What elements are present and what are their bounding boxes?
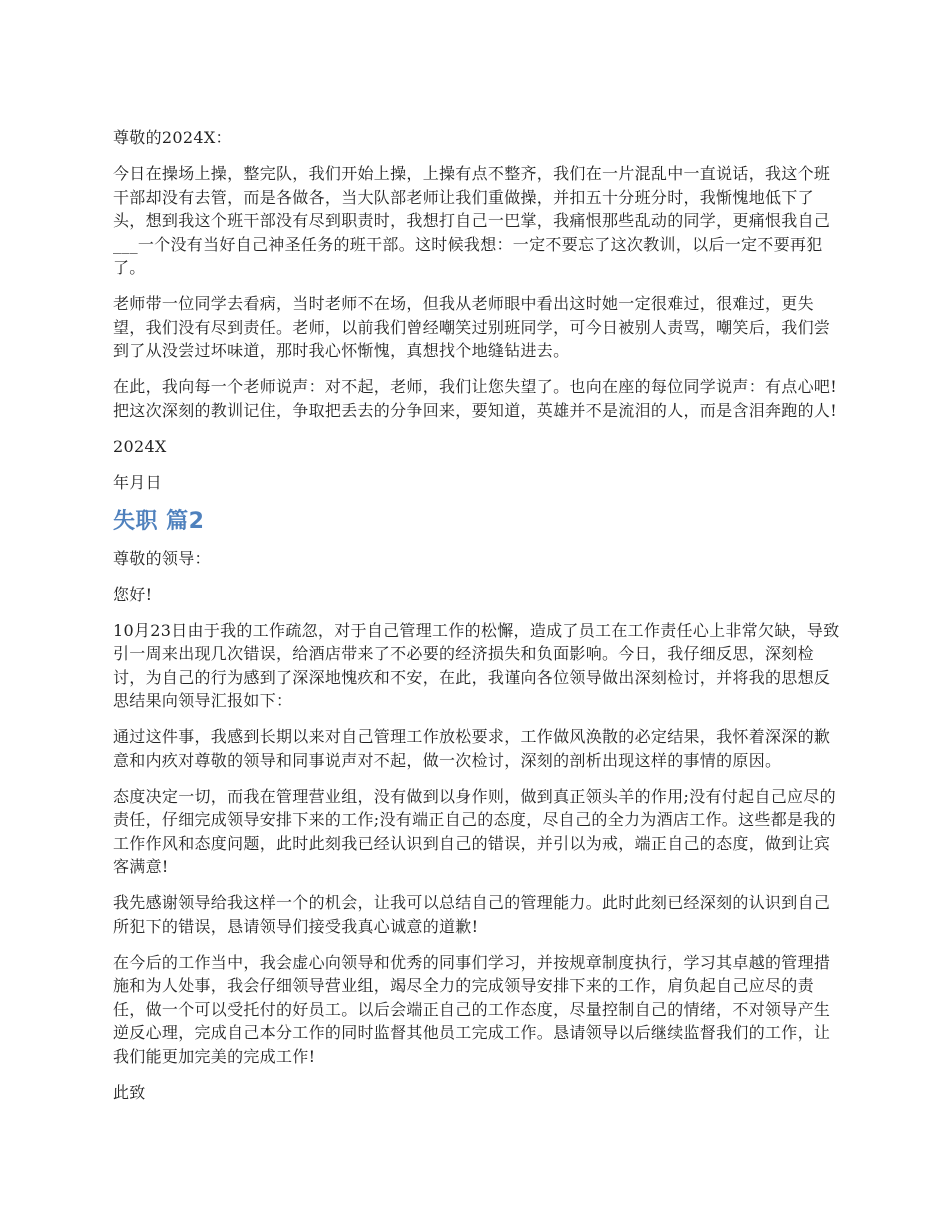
section-heading: 失职 篇2 bbox=[113, 508, 205, 534]
document-page bbox=[113, 126, 840, 1117]
body-paragraph: 老师带一位同学去看病，当时老师不在场，但我从老师眼中看出这时她一定很难过，很难过，更失望，我们没有尽到责任。老师，以前我们曾经嘲笑过别班同学，可今日被别人责骂，嘲笑后，我们尝到了从没尝过坏味道，那时我心怀惭愧，真想找个地缝钻进去。 bbox=[113, 294, 831, 360]
body-paragraph: 今日在操场上操，整完队，我们开始上操，上操有点不整齐，我们在一片混乱中一直说话，我这个班干部却没有去管，而是各做各，当大队部老师让我们重做操，并扣五十分班分时，我惭愧地低下了头，想到我这个班干部没有尽到职责时，我想打自己一巴掌，我痛恨那些乱动的同学，更痛恨我自己___一个没有当好自己神圣任务的班干部。这时候我想：一定不要忘了这次教训，以后一定不要再犯了。 bbox=[113, 164, 831, 277]
body-paragraph: 态度决定一切，而我在管理营业组，没有做到以身作则，做到真正领头羊的作用;没有付起自己应尽的责任，仔细完成领导安排下来的工作;没有端正自己的态度，尽自己的全力为酒店工作。这些都是我的工作作风和态度问题，此时此刻我已经认识到自己的错误，并引以为戒，端正自己的态度，做到让宾客满意! bbox=[113, 786, 836, 876]
body-paragraph: 通过这件事，我感到长期以来对自己管理工作放松要求，工作做风涣散的必定结果，我怀着深深的歉意和内疚对尊敬的领导和同事说声对不起，做一次检讨，深刻的剖析出现这样的事情的原因。 bbox=[113, 727, 831, 770]
body-paragraph: 10月23日由于我的工作疏忽，对于自己管理工作的松懈，造成了员工在工作责任心上非常欠缺，导致引一周来出现几次错误，给酒店带来了不必要的经济损失和负面影响。今日，我仔细反思，深刻检讨，为自己的行为感到了深深地愧疚和不安，在此，我谨向各位领导做出深刻检讨，并将我的思想反思结果向领导汇报如下： bbox=[113, 620, 840, 710]
closing: 此致 bbox=[113, 1082, 146, 1102]
body-paragraph: 在今后的工作当中，我会虚心向领导和优秀的同事们学习，并按规章制度执行，学习其卓越的管理措施和为人处事，我会仔细领导营业组，竭尽全力的完成领导安排下来的工作，肩负起自己应尽的责任，做一个可以受托付的好员工。以后会端正自己的工作态度，尽量控制自己的情绪，不对领导产生逆反心理，完成自己本分工作的同时监督其他员工完成工作。恳请领导以后继续监督我们的工作，让我们能更加完美的完成工作! bbox=[113, 952, 831, 1066]
body-paragraph: 在此，我向每一个老师说声：对不起，老师，我们让您失望了。也向在座的每位同学说声：有点心吧!把这次深刻的教训记住，争取把丢去的分争回来，要知道，英雄并不是流泪的人，而是含泪奔跑的人! bbox=[113, 377, 837, 420]
salutation: 尊敬的2024X： bbox=[113, 128, 232, 147]
date-line: 年月日 bbox=[113, 472, 162, 492]
salutation: 尊敬的领导： bbox=[113, 548, 211, 568]
body-paragraph: 我先感谢领导给我这样一个的机会，让我可以总结自己的管理能力。此时此刻已经深刻的认识到自己所犯下的错误，恳请领导们接受我真心诚意的道歉! bbox=[113, 893, 831, 936]
signature: 2024X bbox=[113, 436, 167, 456]
greeting: 您好! bbox=[113, 584, 153, 604]
